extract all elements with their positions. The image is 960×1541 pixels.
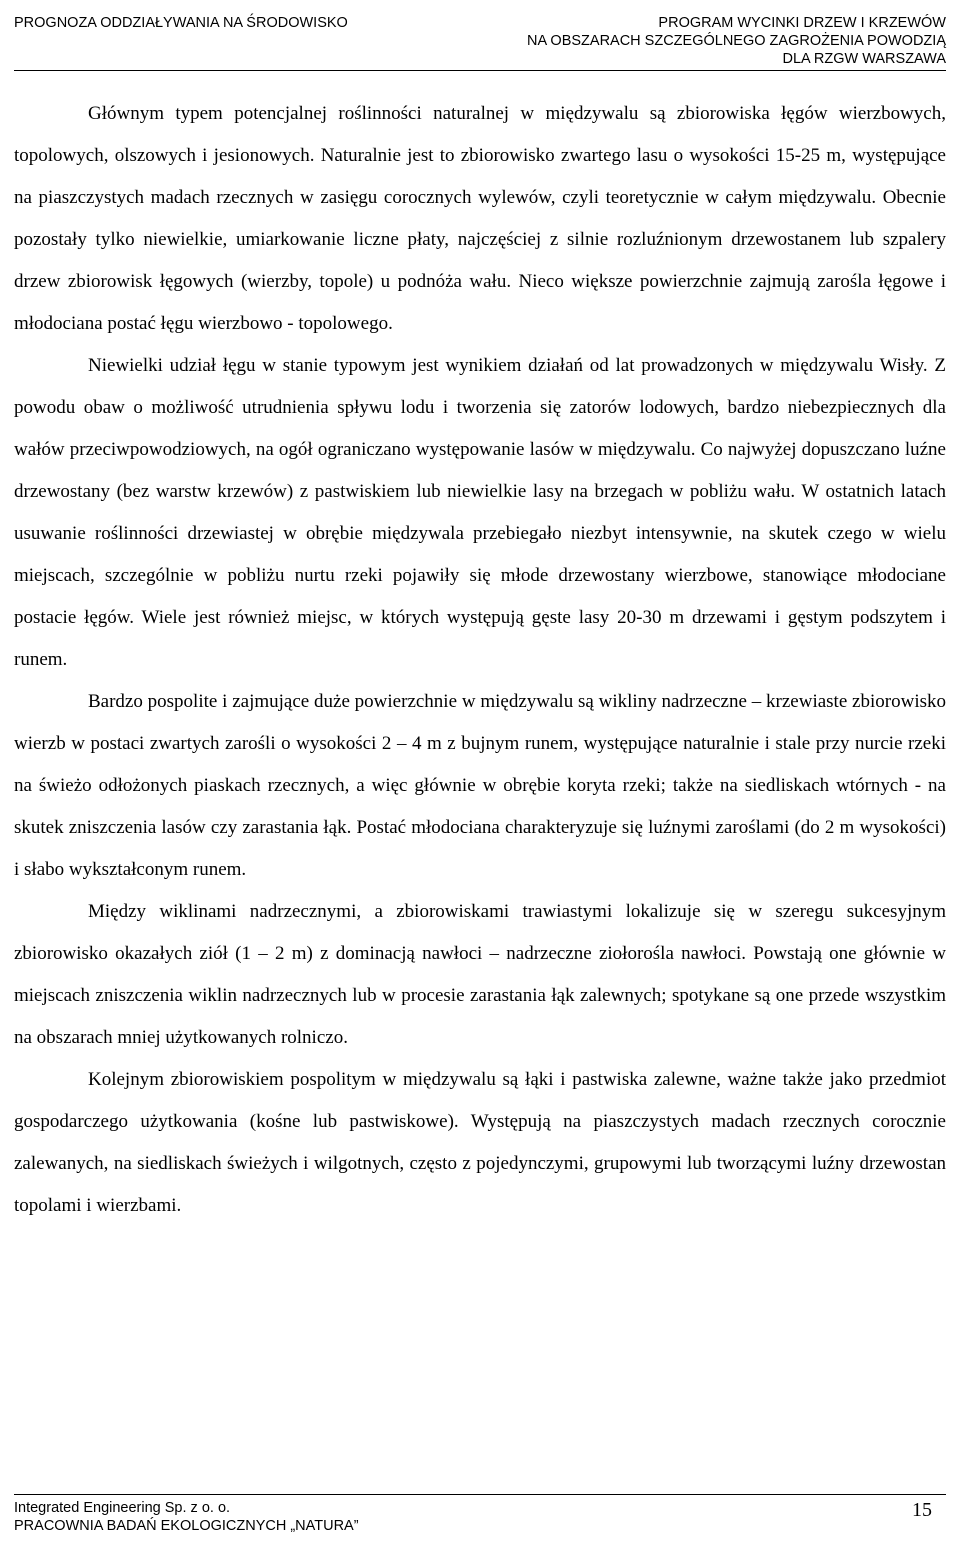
paragraph-3: Bardzo pospolite i zajmujące duże powierzchnie w międzywalu są wikliny nadrzeczne – krzewiaste zbiorowisko wierzb w postaci zwartych zarośli o wysokości 2 – 4 m z bujnym runem, występujące naturalnie i stale przy nurcie rzeki na świeżo odłożonych piaskach rzecznych, a więc głównie w obrębie koryta rzeki; także na siedliskach wtórnych - na skutek zniszczenia lasów czy zarastania łąk. Postać młodociana charakteryzuje się luźnymi zaroślami (do 2 m wysokości) i słabo wykształconym runem. [14,691,946,880]
page-number: 15 [912,1499,932,1521]
header-right-line-1: PROGRAM WYCINKI DRZEW I KRZEWÓW [658,15,946,31]
document-body [14,93,946,1227]
header-right-line-2: NA OBSZARACH SZCZEGÓLNEGO ZAGROŻENIA POWODZIĄ [527,33,946,49]
paragraph-5: Kolejnym zbiorowiskiem pospolitym w międzywalu są łąki i pastwiska zalewne, ważne także jako przedmiot gospodarczego użytkowania (kośne lub pastwiskowe). Występują na piaszczystych madach rzecznych corocznie zalewanych, na siedliskach świeżych i wilgotnych, często z pojedynczymi, grupowymi lub tworzącymi luźny drzewostan topolami i wierzbami. [14,1069,946,1216]
page-header [14,10,946,71]
header-right-title [527,14,946,68]
paragraph-2: Niewielki udział łęgu w stanie typowym jest wynikiem działań od lat prowadzonych w międzywalu Wisły. Z powodu obaw o możliwość utrudnienia spływu lodu i tworzenia się zatorów lodowych, bardzo niebezpiecznych dla wałów przeciwpowodziowych, na ogół ograniczano występowanie lasów w międzywalu. Co najwyżej dopuszczano luźne drzewostany (bez warstw krzewów) z pastwiskiem lub niewielkie lasy na brzegach w pobliżu wału. W ostatnich latach usuwanie roślinności drzewiastej w obrębie międzywala przebiegało niezbyt intensywnie, na skutek czego w wielu miejscach, szczególnie w pobliżu nurtu rzeki pojawiły się młode drzewostany wierzbowe, stanowiące młodociane postacie łęgów. Wiele jest również miejsc, w których występują gęste lasy 20-30 m drzewami i gęstym podszytem i runem. [14,355,946,670]
paragraph-4: Między wiklinami nadrzecznymi, a zbiorowiskami trawiastymi lokalizuje się w szeregu sukcesyjnym zbiorowisko okazałych ziół (1 – 2 m) z dominacją nawłoci – nadrzeczne ziołorośla nawłoci. Powstają one głównie w miejscach zniszczenia wiklin nadrzecznych lub w procesie zarastania łąk zalewnych; spotykane są one przede wszystkim na obszarach mniej użytkowanych rolniczo. [14,901,946,1048]
page-footer [14,1494,946,1535]
header-right-line-3: DLA RZGW WARSZAWA [782,51,946,67]
footer-credits [14,1499,359,1535]
paragraph-1: Głównym typem potencjalnej roślinności naturalnej w międzywalu są zbiorowiska łęgów wierzbowych, topolowych, olszowych i jesionowych. Naturalnie jest to zbiorowisko zwartego lasu o wysokości 15-25 m, występujące na piaszczystych madach rzecznych w zasięgu corocznych wylewów, czyli teoretycznie w całym międzywalu. Obecnie pozostały tylko niewielkie, umiarkowanie liczne płaty, najczęściej z silnie rozluźnionym drzewostanem lub szpalery drzew zbiorowisk łęgowych (wierzby, topole) u podnóża wału. Nieco większe powierzchnie zajmują zarośla łęgowe i młodociana postać łęgu wierzbowo - topolowego. [14,103,946,334]
footer-company: Integrated Engineering Sp. z o. o. [14,1500,231,1516]
header-left-title: PROGNOZA ODDZIAŁYWANIA NA ŚRODOWISKO [14,15,348,31]
footer-lab: PRACOWNIA BADAŃ EKOLOGICZNYCH „NATURA” [14,1518,359,1534]
